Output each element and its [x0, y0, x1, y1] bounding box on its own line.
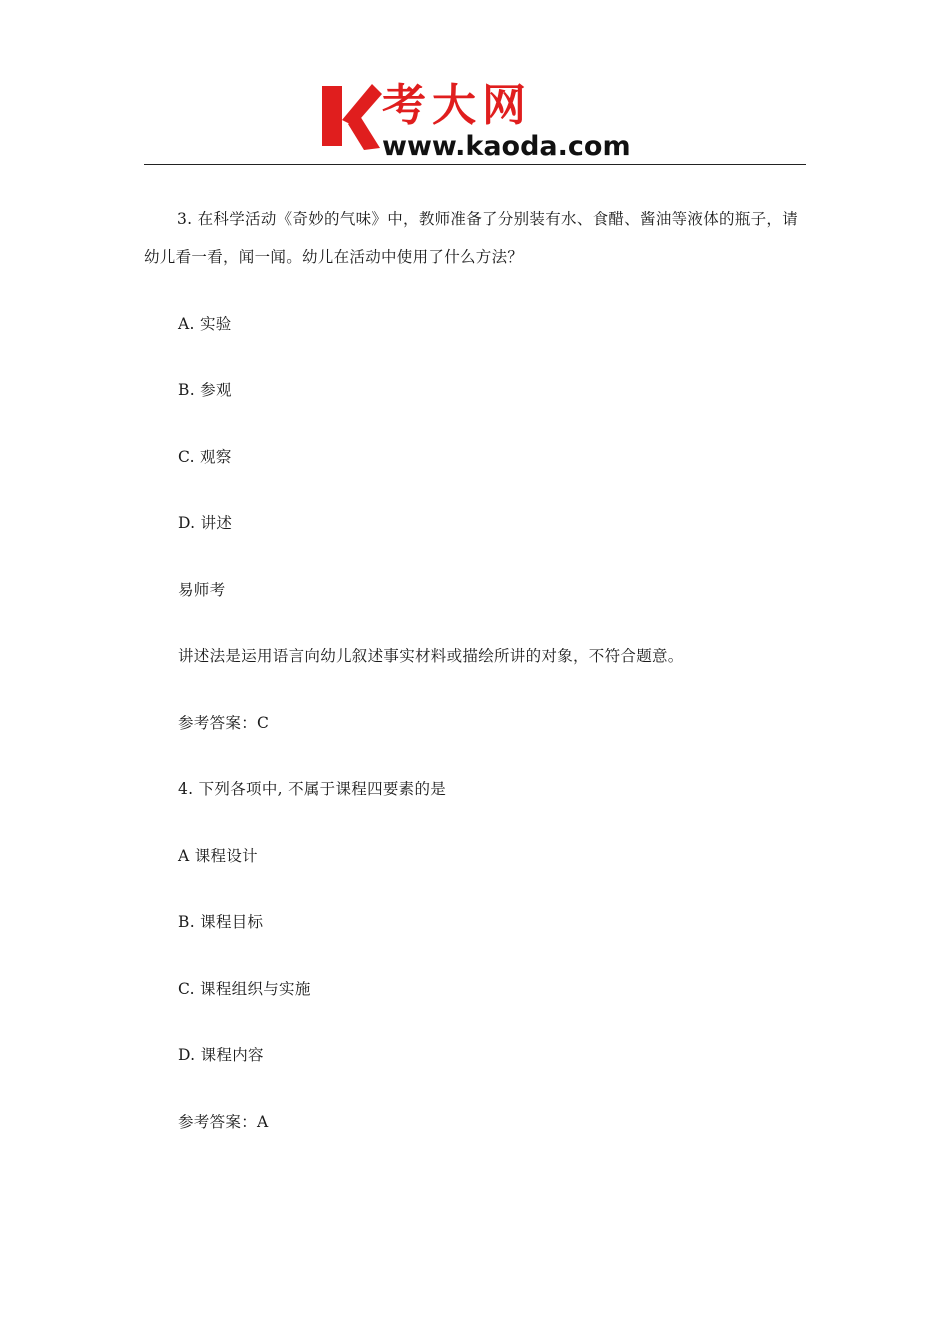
- question-4-option-a: A 课程设计: [178, 847, 258, 865]
- question-3-stem: 3. 在科学活动《奇妙的气味》中，教师准备了分别装有水、食醋、酱油等液体的瓶子，请幼儿看一看，闻一闻。幼儿在活动中使用了什么方法？: [144, 210, 799, 266]
- question-3-option-d: D. 讲述: [178, 514, 233, 532]
- question-3-option-b: B. 参观: [178, 381, 232, 399]
- question-3-explanation: 讲述法是运用语言向幼儿叙述事实材料或描绘所讲的对象，不符合题意。: [178, 647, 684, 665]
- question-4-option-b: B. 课程目标: [178, 913, 264, 931]
- logo-chinese-name: 考大网: [382, 80, 532, 131]
- question-3-note: 易师考: [178, 581, 226, 599]
- question-4-option-d: D. 课程内容: [178, 1046, 264, 1064]
- question-4-option-c: C. 课程组织与实施: [178, 980, 311, 998]
- header-divider: [144, 164, 806, 165]
- question-4-answer: 参考答案：A: [178, 1113, 269, 1131]
- logo-url: www.kaoda.com: [382, 131, 631, 162]
- question-3-option-c: C. 观察: [178, 448, 232, 466]
- page-header: [144, 72, 806, 166]
- question-3-option-a: A. 实验: [178, 315, 232, 333]
- question-3-answer: 参考答案：C: [178, 714, 270, 732]
- question-content: [144, 200, 808, 1131]
- k-logo-icon: [320, 80, 382, 152]
- kaoda-logo: [320, 80, 640, 160]
- question-4-stem: 4. 下列各项中, 不属于课程四要素的是: [178, 780, 447, 798]
